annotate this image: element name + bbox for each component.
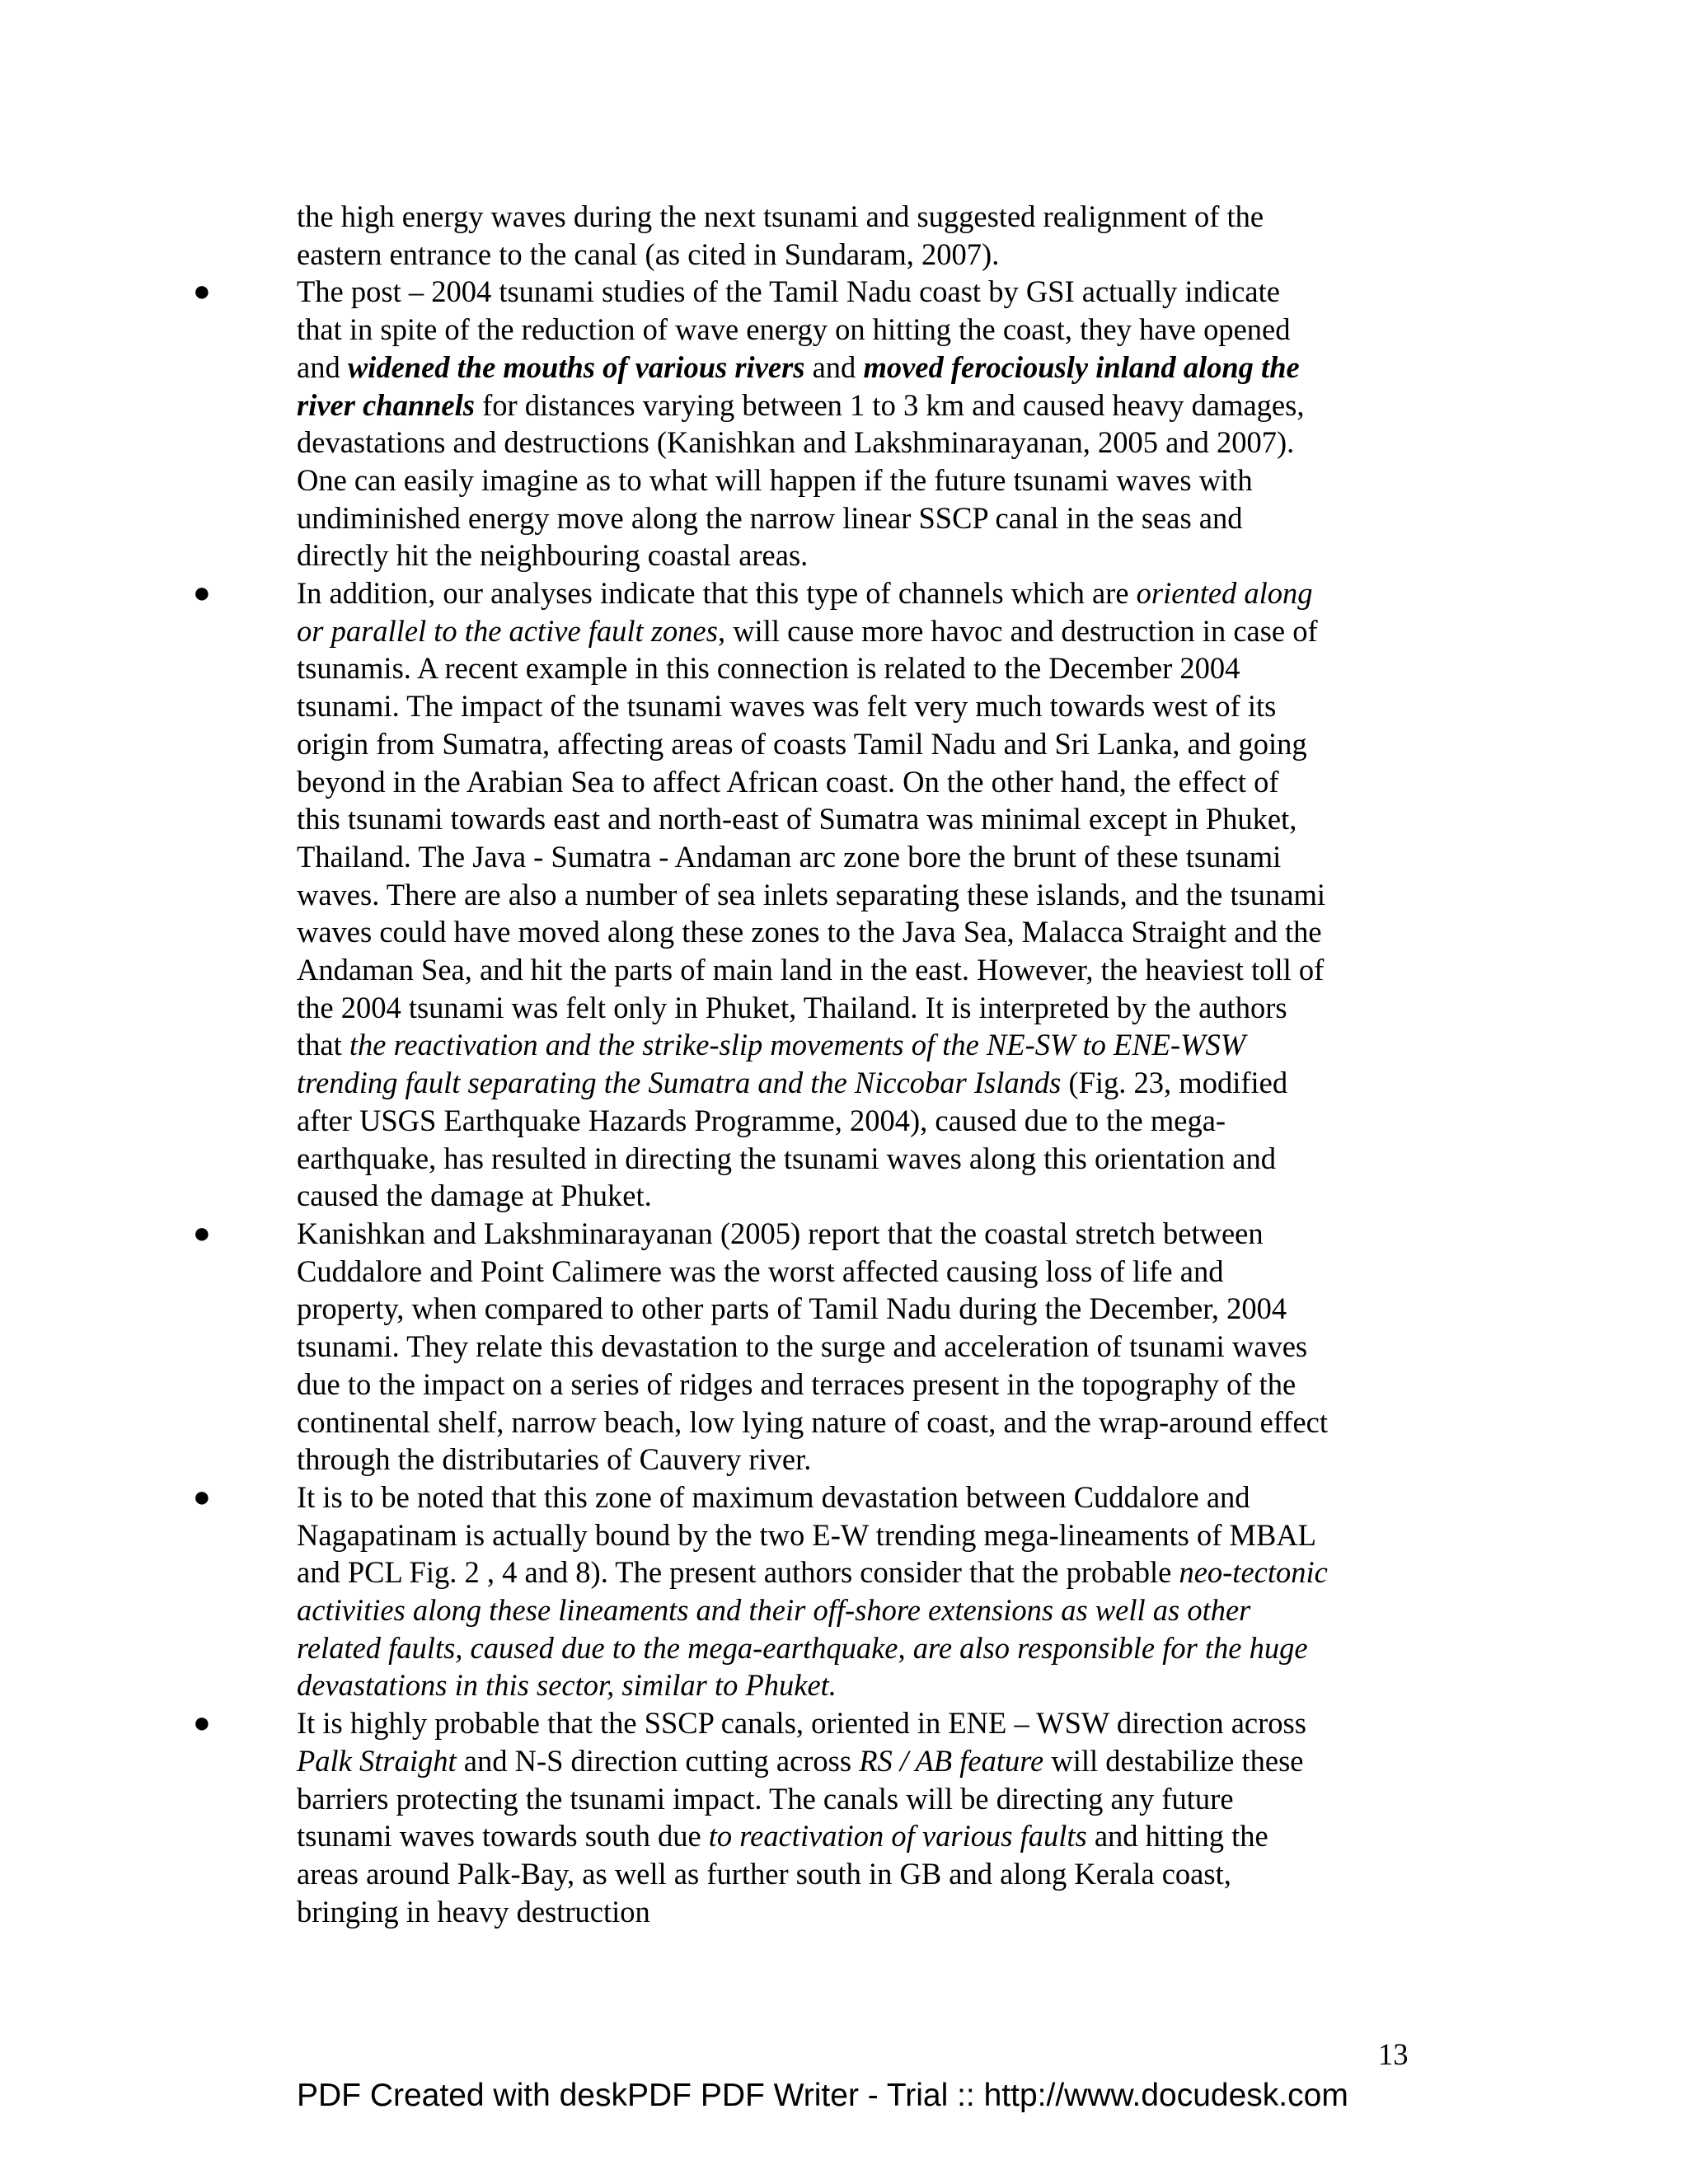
text-run: will destabilize these [1043,1743,1304,1778]
text-line [297,1893,1434,1931]
italic-emphasis: devastations in this sector, similar to Phuket. [297,1668,837,1703]
text-line [297,1290,1434,1328]
bullet-item [0,574,1434,1215]
text-run: Andaman Sea, and hit the parts of main land in the east. However, the heaviest toll of [297,953,1325,987]
text-line [297,913,1434,951]
text-run: One can easily imagine as to what will happen if the future tsunami waves with [297,462,1253,497]
text-run: tsunami. The impact of the tsunami waves was felt very much towards west of its [297,689,1277,724]
bullet-marker: ● [193,576,211,610]
text-line [297,462,1434,499]
text-line [297,1479,1434,1516]
text-run: undiminished energy move along the narrow linear SSCP canal in the seas and [297,500,1243,535]
text-run: , will cause more havoc and destruction in case of [717,613,1318,648]
text-line [297,537,1434,574]
text-line [297,1102,1434,1140]
italic-emphasis: Palk Straight [297,1743,457,1778]
text-line [297,1554,1434,1591]
text-line [297,800,1434,838]
italic-emphasis: the reactivation and the strike-slip movements of the NE-SW to ENE-WSW [349,1028,1246,1062]
text-run: the 2004 tsunami was felt only in Phuket, Thailand. It is interpreted by the authors [297,990,1287,1024]
text-run: directly hit the neighbouring coastal areas. [297,538,809,573]
text-run: barriers protecting the tsunami impact. The canals will be directing any future [297,1781,1234,1816]
text-run: tsunamis. A recent example in this connection is related to the December 2004 [297,651,1240,686]
text-run: and hitting the [1086,1819,1268,1854]
text-run: after USGS Earthquake Hazards Programme, 2004), caused due to the mega- [297,1103,1226,1137]
bullet-marker: ● [193,1706,211,1740]
italic-emphasis: to reactivation of various faults [708,1819,1087,1854]
text-run: and [297,349,348,384]
text-run: It is to be noted that this zone of maximum devastation between Cuddalore and [297,1479,1250,1514]
text-run: this tsunami towards east and north-east of Sumatra was minimal except in Phuket, [297,802,1297,837]
text-line [297,499,1434,537]
bullet-item [0,1215,1434,1479]
text-run: earthquake, has resulted in directing the tsunami waves along this orientation and [297,1141,1276,1175]
bullet-item [0,1479,1434,1704]
text-line [297,1629,1434,1667]
bullet-item [0,273,1434,574]
text-run: areas around Palk-Bay, as well as further south in GB and along Kerala coast, [297,1856,1231,1891]
text-line [297,311,1434,349]
text-run: eastern entrance to the canal (as cited in Sundaram, 2007). [297,237,1000,271]
text-run: and [804,349,864,384]
text-run: caused the damage at Phuket. [297,1179,652,1213]
text-run: Cuddalore and Point Calimere was the worst affected causing loss of life and [297,1254,1224,1288]
text-line [297,1215,1434,1253]
text-run: It is highly probable that the SSCP canals, oriented in ENE – WSW direction across [297,1706,1306,1741]
text-run: tsunami waves towards south due [297,1819,709,1854]
text-line [297,1441,1434,1479]
text-run: Thailand. The Java - Sumatra - Andaman arc zone bore the brunt of these tsunami [297,839,1282,874]
italic-emphasis: RS / AB feature [859,1743,1044,1778]
page-number: 13 [1378,2037,1409,2071]
text-line [297,424,1434,462]
italic-emphasis: related faults, caused due to the mega-earthquake, are also responsible for the huge [297,1630,1308,1665]
text-run: tsunami. They relate this devastation to the surge and acceleration of tsunami waves [297,1329,1308,1364]
text-line [297,1742,1434,1780]
text-run: waves. There are also a number of sea inlets separating these islands, and the tsunami [297,877,1326,912]
text-line [297,1666,1434,1704]
text-run: through the distributaries of Cauvery river. [297,1442,812,1477]
bold-italic-emphasis: widened the mouths of various rivers [347,349,805,384]
text-run: waves could have moved along these zones to the Java Sea, Malacca Straight and the [297,915,1322,949]
text-run: (Fig. 23, modified [1061,1066,1288,1100]
continuation-paragraph [0,198,1434,273]
text-run: Kanishkan and Lakshminarayanan (2005) report that the coastal stretch between [297,1216,1264,1250]
bold-italic-emphasis: river channels [297,387,475,422]
italic-emphasis: oriented along [1136,576,1313,611]
text-line [297,763,1434,801]
italic-emphasis: activities along these lineaments and their off-shore extensions as well as other [297,1593,1251,1628]
text-run: In addition, our analyses indicate that this type of channels which are [297,576,1137,611]
bullet-marker: ● [193,1216,211,1249]
text-line [297,989,1434,1027]
text-line [297,838,1434,876]
text-run: The post – 2004 tsunami studies of the Tamil Nadu coast by GSI actually indicate [297,274,1280,309]
text-line [297,1366,1434,1404]
italic-emphasis: trending fault separating the Sumatra and the Niccobar Islands [297,1066,1062,1100]
text-line [297,725,1434,763]
text-line [297,1404,1434,1441]
bullet-item [0,1704,1434,1930]
text-line [297,1516,1434,1554]
text-line [297,1253,1434,1291]
pdf-writer-footer: PDF Created with deskPDF PDF Writer - Trial :: http://www.docudesk.com [297,2078,1348,2113]
text-line [297,198,1434,236]
text-line [297,1704,1434,1742]
text-run: that [297,1028,349,1062]
text-run: for distances varying between 1 to 3 km and caused heavy damages, [474,387,1305,422]
text-run: and PCL Fig. 2 , 4 and 8). The present authors consider that the probable [297,1555,1179,1590]
text-line [297,1140,1434,1178]
text-line [297,951,1434,989]
text-line [297,612,1434,650]
bullet-marker: ● [193,274,211,308]
text-line [297,1780,1434,1818]
text-run: devastations and destructions (Kanishkan and Lakshminarayanan, 2005 and 2007). [297,425,1295,460]
text-line [297,387,1434,424]
text-run: and N-S direction cutting across [456,1743,860,1778]
text-run: that in spite of the reduction of wave energy on hitting the coast, they have opened [297,312,1291,347]
text-run: property, when compared to other parts of Tamil Nadu during the December, 2004 [297,1291,1287,1326]
text-line [297,236,1434,274]
text-line [297,349,1434,387]
text-line [297,1591,1434,1629]
text-run: Nagapatinam is actually bound by the two E-W trending mega-lineaments of MBAL [297,1517,1316,1552]
bullet-marker: ● [193,1479,211,1513]
text-line [297,1177,1434,1215]
text-run: due to the impact on a series of ridges and terraces present in the topography of the [297,1366,1296,1401]
body-text [0,198,1688,1930]
text-line [297,1855,1434,1893]
text-line [297,574,1434,612]
text-run: continental shelf, narrow beach, low lying nature of coast, and the wrap-around effect [297,1404,1328,1439]
text-run: origin from Sumatra, affecting areas of coasts Tamil Nadu and Sri Lanka, and going [297,726,1307,761]
text-line [297,687,1434,725]
text-line [297,1328,1434,1366]
text-line [297,273,1434,311]
text-line [297,1817,1434,1855]
italic-emphasis: neo-tectonic [1179,1555,1328,1590]
text-line [297,649,1434,687]
text-run: bringing in heavy destruction [297,1894,650,1929]
text-run: the high energy waves during the next tsunami and suggested realignment of the [297,199,1264,233]
text-line [297,876,1434,914]
text-line [297,1026,1434,1064]
text-line [297,1064,1434,1102]
italic-emphasis: or parallel to the active fault zones [297,613,718,648]
bold-italic-emphasis: moved ferociously inland along the [863,349,1300,384]
text-run: beyond in the Arabian Sea to affect African coast. On the other hand, the effect of [297,764,1279,799]
